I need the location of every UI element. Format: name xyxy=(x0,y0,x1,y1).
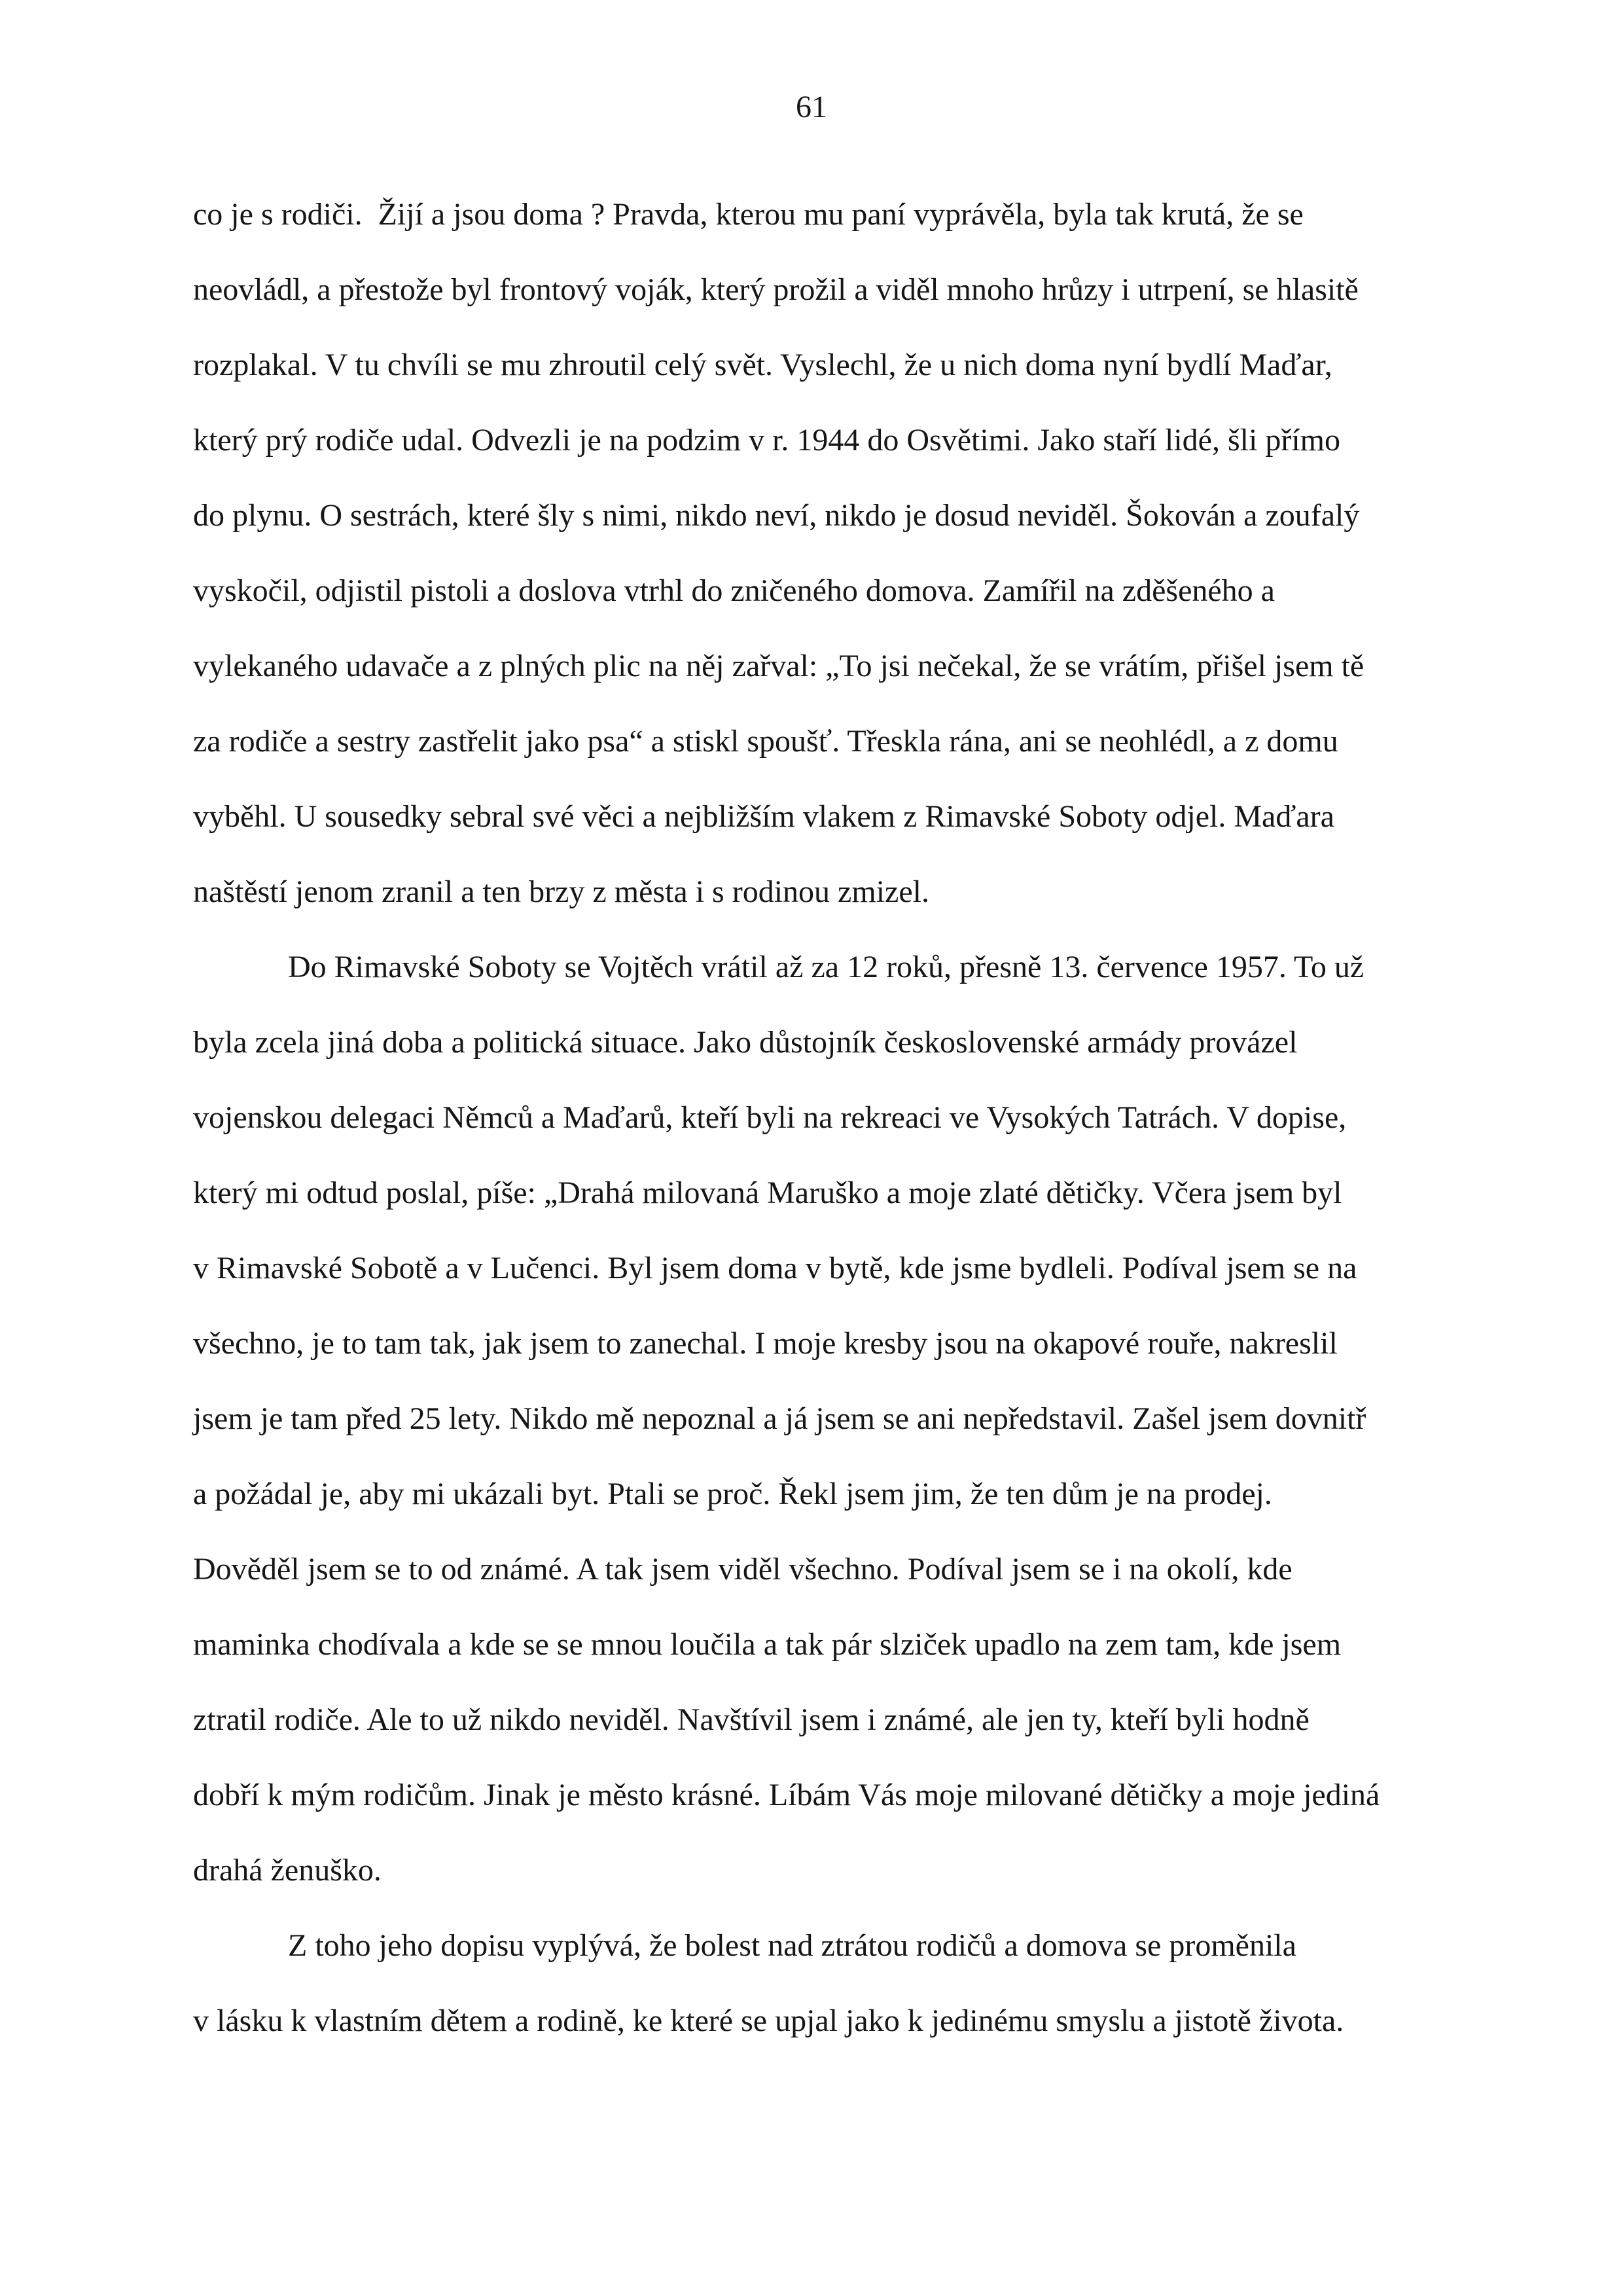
text-line: do plynu. O sestrách, které šly s nimi, nikdo neví, nikdo je dosud neviděl. Šokován a zoufalý xyxy=(193,498,1360,533)
text-line: jsem je tam před 25 lety. Nikdo mě nepoznal a já jsem se ani nepředstavil. Zašel jsem dovnitř xyxy=(193,1401,1366,1436)
text-line: vojenskou delegaci Němců a Maďarů, kteří byli na rekreaci ve Vysokých Tatrách. V dopise, xyxy=(193,1100,1347,1135)
text-line: v lásku k vlastním dětem a rodině, ke které se upjal jako k jedinému smyslu a jistotě života. xyxy=(193,2003,1344,2038)
body-text xyxy=(193,177,1459,2058)
text-line: vylekaného udavače a z plných plic na něj zařval: „To jsi nečekal, že se vrátím, přišel jsem tě xyxy=(193,649,1364,683)
text-line: Z toho jeho dopisu vyplývá, že bolest nad ztrátou rodičů a domova se proměnila xyxy=(288,1928,1296,1963)
page-number: 61 xyxy=(796,90,827,124)
text-line: co je s rodiči. Žijí a jsou doma ? Pravda, kterou mu paní vyprávěla, byla tak krutá, že se xyxy=(193,197,1304,232)
text-line: maminka chodívala a kde se se mnou loučila a tak pár slziček upadlo na zem tam, kde jsem xyxy=(193,1627,1342,1662)
text-line: Do Rimavské Soboty se Vojtěch vrátil až za 12 roků, přesně 13. července 1957. To už xyxy=(288,950,1364,984)
text-line: vyběhl. U sousedky sebral své věci a nejbližším vlakem z Rimavské Soboty odjel. Maďara xyxy=(193,799,1334,834)
text-line: za rodiče a sestry zastřelit jako psa“ a stiskl spoušť. Třeskla rána, ani se neohlédl, a z domu xyxy=(193,724,1338,759)
text-line: který mi odtud poslal, píše: „Drahá milovaná Maruško a moje zlaté dětičky. Včera jsem byl xyxy=(193,1175,1342,1210)
text-line: vyskočil, odjistil pistoli a doslova vtrhl do zničeného domova. Zamířil na zděšeného a xyxy=(193,573,1275,608)
text-line: byla zcela jiná doba a politická situace. Jako důstojník československé armády provázel xyxy=(193,1025,1298,1060)
text-line: který prý rodiče udal. Odvezli je na podzim v r. 1944 do Osvětimi. Jako staří lidé, šli přímo xyxy=(193,423,1340,457)
text-line: naštěstí jenom zranil a ten brzy z města i s rodinou zmizel. xyxy=(193,874,929,909)
text-line: v Rimavské Sobotě a v Lučenci. Byl jsem doma v bytě, kde jsme bydleli. Podíval jsem se na xyxy=(193,1251,1357,1285)
text-line: Dověděl jsem se to od známé. A tak jsem viděl všechno. Podíval jsem se i na okolí, kde xyxy=(193,1552,1293,1587)
text-line: drahá ženuško. xyxy=(193,1853,382,1888)
text-line: všechno, je to tam tak, jak jsem to zanechal. I moje kresby jsou na okapové rouře, nakreslil xyxy=(193,1326,1338,1361)
text-line: neovládl, a přestože byl frontový voják, který prožil a viděl mnoho hrůzy i utrpení, se hlasitě xyxy=(193,272,1359,307)
text-line: a požádal je, aby mi ukázali byt. Ptali se proč. Řekl jsem jim, že ten dům je na prodej. xyxy=(193,1477,1272,1511)
text-line: rozplakal. V tu chvíli se mu zhroutil celý svět. Vyslechl, že u nich doma nyní bydlí Maďar, xyxy=(193,348,1332,382)
text-line: ztratil rodiče. Ale to už nikdo neviděl. Navštívil jsem i známé, ale jen ty, kteří byli hodně xyxy=(193,1702,1310,1737)
text-line: dobří k mým rodičům. Jinak je město krásné. Líbám Vás moje milované dětičky a moje jediná xyxy=(193,1778,1380,1812)
